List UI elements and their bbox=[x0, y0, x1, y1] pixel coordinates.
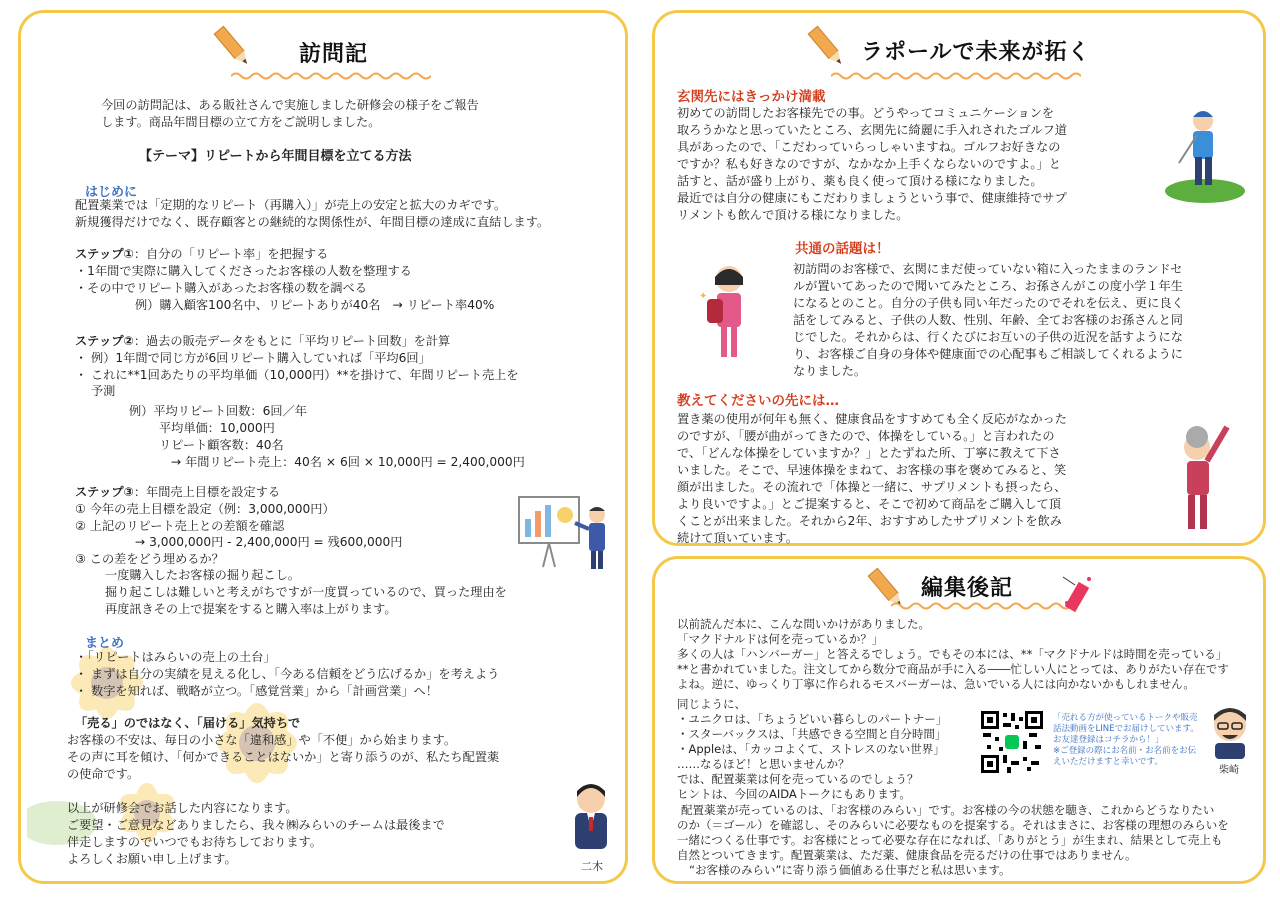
note-p1-line-2: 「マクドナルドは何を売っているか？」 bbox=[677, 632, 884, 646]
note-p2-line-3: ・スターバックスは、「共感できる空間と自分時間」 bbox=[677, 727, 947, 741]
visit-report-panel bbox=[18, 10, 628, 884]
sec1-line-1: 初めての訪問したお客様先での事。どうやってコミュニケーションを bbox=[677, 106, 1055, 120]
step1-title: ：自分の「リピート率」を把握する bbox=[133, 247, 329, 261]
note-p2-line-6: では、配置薬業は何を売っているのでしょう？ bbox=[677, 772, 919, 786]
hajime-line-2: 新規獲得だけでなく、既存顧客との継続的な関係性が、年間目標の達成に直結します。 bbox=[75, 215, 550, 229]
tanzaku-icon bbox=[1059, 573, 1095, 613]
step3-line-6: 掘り起こしは難しいと考えがちですが一度買っているので、買った理由を bbox=[105, 585, 507, 599]
title-underline bbox=[891, 601, 1071, 611]
sec2-line-1: 初訪問のお客様で、玄関にまだ使っていない箱に入ったままのランドセ bbox=[793, 262, 1183, 276]
step2-line-2: ・ これに**1回あたりの平均単価（10,000円）**を掛けて、年間リピート売上を bbox=[75, 368, 519, 382]
sec2-line-6: り、お客様ご自身の身体や健康面での心配事もご相談してくれるように bbox=[793, 347, 1183, 361]
step1-line-3: 例）購入顧客100名中、リピートありが40名 → リピート率40% bbox=[135, 298, 495, 312]
note-p3-line-4: 自然とついてきます。配置薬業は、ただ薬、健康食品を売るだけの仕事ではありません。 bbox=[677, 848, 1137, 862]
author-name: 二木 bbox=[581, 860, 603, 873]
step3-line-5: 一度購入したお客様の掘り起こし。 bbox=[105, 568, 300, 582]
step3-line-2: ② 上記のリピート売上との差額を確認 bbox=[75, 519, 285, 533]
section-heading-genkan: 玄関先にはきっかけ満載 bbox=[677, 89, 826, 105]
note-author-name: 柴崎 bbox=[1219, 765, 1239, 776]
sec3-line-1: 置き薬の使用が何年も無く、健康食品をすすめても全く反応がなかった bbox=[677, 412, 1067, 426]
sec1-line-6: 最近では自分の健康にもこだわりましょうという事で、健康維持でサプ bbox=[677, 191, 1067, 205]
section-heading-kyoutsuu: 共通の話題は！ bbox=[795, 241, 890, 257]
step2-line-3: 予測 bbox=[91, 384, 116, 398]
closing-line-4: よろしくお願い申し上げます。 bbox=[67, 852, 237, 866]
page-title: 訪問記 bbox=[299, 42, 369, 67]
sec1-line-2: 取ろうかなと思っていたところ、玄関先に綺麗に手入れされたゴルフ道 bbox=[677, 123, 1067, 137]
step1-line-2: ・その中でリピート購入があったお客様の数を調べる bbox=[75, 281, 367, 295]
todokeru-line-1: お客様の不安は、毎日の小さな「違和感」や「不便」から始まります。 bbox=[67, 733, 457, 747]
intro-line-2: します。商品年間目標の立て方をご説明しました。 bbox=[101, 115, 381, 129]
qr-note-line-1: 「売れる方が使っているトークや販売 bbox=[1053, 713, 1198, 723]
sec3-line-4: いました。そこで、早速体操をまねて、お客様の事を褒めてみると、笑 bbox=[677, 463, 1067, 477]
todokeru-heading: 「売る」のではなく、「届ける」気持ちで bbox=[75, 716, 301, 730]
qr-note-line-5: えいただけますと幸いです。 bbox=[1053, 757, 1163, 767]
schoolgirl-illustration bbox=[695, 259, 761, 363]
pencil-icon bbox=[211, 23, 255, 71]
qr-note-line-2: 話法動画をLINEでお届けしています。 bbox=[1053, 724, 1199, 734]
sec2-line-4: 話をしてみると、子供の人数、性別、年齢、全てお客様のお孫さんと同 bbox=[793, 313, 1183, 327]
section-heading-matome: まとめ bbox=[85, 636, 125, 651]
rapport-panel bbox=[652, 10, 1266, 546]
man-avatar bbox=[1205, 703, 1255, 759]
step3-title: ：年間売上目標を設定する bbox=[133, 485, 281, 499]
sec3-line-2: のですが、「腰が曲がってきたので、体操をしている。」と言われたの bbox=[677, 429, 1055, 443]
step1-label: ステップ① bbox=[75, 247, 134, 261]
closing-line-2: ご要望・ご意見などありましたら、我々㈱みらいのチームは最後まで bbox=[67, 818, 445, 832]
note-p2-line-2: ・ユニクロは、「ちょうどいい暮らしのパートナー」 bbox=[677, 712, 948, 726]
step2-line-7: → 年間リピート売上：40名 × 6回 × 10,000円 = 2,400,000円 bbox=[171, 455, 525, 469]
step3-line-7: 再度訊きその上で提案をすると購入率は上がります。 bbox=[105, 602, 397, 616]
note-p1-line-4: **と書かれていました。注文してから数分で商品が手に入る――忙しい人にとっては、ありがたい存在です bbox=[677, 662, 1229, 676]
step2-line-4: 例）平均リピート回数：6回／年 bbox=[129, 404, 307, 418]
panel-title: ラポールで未来が拓く bbox=[861, 40, 1091, 65]
section-heading-oshiete: 教えてくださいの先には… bbox=[677, 393, 839, 409]
exercising-woman-illustration bbox=[1161, 421, 1237, 533]
note-p2-line-5: ……なるほど！と思いませんか？ bbox=[677, 757, 850, 771]
matome-line-3: ・ 数字を知れば、戦略が立つ。「感覚営業」から「計画営業」へ！ bbox=[75, 684, 438, 698]
hajime-line-1: 配置薬業では「定期的なリピート（再購入）」が売上の安定と拡大のカギです。 bbox=[75, 198, 507, 212]
note-p2-line-1: 同じように、 bbox=[677, 697, 746, 711]
sec3-line-3: で、「どんな体操をしていますか？」とたずねた所、丁寧に教えて下さ bbox=[677, 446, 1061, 460]
note-p1-line-1: 以前読んだ本に、こんな問いかけがありました。 bbox=[677, 617, 930, 631]
step3-line-1: ① 今年の売上目標を設定（例：3,000,000円） bbox=[75, 502, 335, 516]
note-p1-line-5: よね。逆に、ゆっくり丁寧に作られるモスバーガーは、急いでいる人には向かないかもしれません。 bbox=[677, 677, 1195, 691]
note-p1-line-3: 多くの人は「ハンバーガー」と答えるでしょう。でもその本には、**「マクドナルドは時間を売っている」 bbox=[677, 647, 1228, 661]
editor-note-panel bbox=[652, 556, 1266, 884]
sec1-line-5: 話すと、話が盛り上がり、薬も良く使って頂ける様になりました。 bbox=[677, 174, 1043, 188]
matome-line-1: ・「リピートはみらいの売上の土台」 bbox=[75, 650, 276, 664]
sec2-line-3: になるとのこと。自分の子供も同い年だったのでそれを伝え、更に良く bbox=[793, 296, 1184, 310]
sec3-line-8: 続けて頂いています。 bbox=[677, 531, 798, 545]
step3-line-4: ③ この差をどう埋めるか？ bbox=[75, 552, 224, 566]
sec1-line-4: ですか？私も好きなのですが、なかなか上手くならないのですよ。」と bbox=[677, 157, 1061, 171]
note-p3-line-2: のか（＝ゴール）を確認し、そのみらいに必要なものを提案する。それはまさに、お客様の理想のみらいを bbox=[677, 818, 1229, 832]
qr-note-line-3: お友達登録はコチラから！」 bbox=[1053, 735, 1164, 745]
sec3-line-5: 顔が出ました。その流れで「体操と一緒に、サプリメントも摂ったら、 bbox=[677, 480, 1067, 494]
theme-heading: 【テーマ】リピートから年間目標を立てる方法 bbox=[139, 149, 412, 164]
step3-line-3: → 3,000,000円 - 2,400,000円 = 残600,000円 bbox=[135, 535, 403, 549]
sec2-line-7: なりました。 bbox=[793, 364, 867, 378]
author-avatar bbox=[569, 777, 613, 851]
step1-line-1: ・1年間で実際に購入してくださったお客様の人数を整理する bbox=[75, 264, 412, 278]
step2-title: ：過去の販売データをもとに「平均リピート回数」を計算 bbox=[133, 334, 451, 348]
matome-line-2: ・ まずは自分の実績を見える化し、「今ある信頼をどう広げるか」を考えよう bbox=[75, 667, 500, 681]
panel-title: 編集後記 bbox=[921, 576, 1014, 601]
sec1-line-7: リメントも飲んで頂ける様になりました。 bbox=[677, 208, 909, 222]
closing-line-3: 伴走しますのでいつでもお待ちしております。 bbox=[67, 835, 322, 849]
note-p2-line-7: ヒントは、今回のAIDAトークにもあります。 bbox=[677, 787, 911, 801]
sec1-line-3: 具があったので、「こだわっていらっしゃいますね。ゴルフお好きなの bbox=[677, 140, 1061, 154]
sec2-line-5: じでした。それからは、行くたびにお互いの子供の近況を話すようにな bbox=[793, 330, 1183, 344]
note-p3-line-1: 配置薬業が売っているのは、「お客様のみらい」です。お客様の今の状態を聴き、これからどうなりたい bbox=[681, 803, 1215, 817]
step2-label: ステップ② bbox=[75, 334, 134, 348]
pencil-icon bbox=[805, 23, 849, 71]
golfer-illustration bbox=[1163, 99, 1247, 203]
note-p3-line-3: 一緒につくる仕事です。お客様にとって必要な存在になれば、「ありがとう」が生まれ、結果として売上も bbox=[677, 833, 1223, 847]
step3-heading bbox=[75, 484, 280, 500]
step1-heading bbox=[75, 246, 328, 262]
note-p3-line-5: “お客様のみらい”に寄り添う価値ある仕事だと私は思います。 bbox=[689, 863, 1011, 877]
section-heading-hajime: はじめに bbox=[85, 185, 138, 200]
step2-heading bbox=[75, 333, 450, 349]
note-p2-line-4: ・Appleは、「カッコよくて、ストレスのない世界」 bbox=[677, 742, 945, 756]
qr-code[interactable] bbox=[979, 709, 1045, 775]
closing-line-1: 以上が研修会でお話した内容になります。 bbox=[67, 801, 298, 815]
step2-line-6: リピート顧客数：40名 bbox=[159, 438, 284, 452]
sec3-line-6: より良いですよ。」とご提案すると、そこで初めて商品をご購入して頂 bbox=[677, 497, 1061, 511]
step2-line-1: ・ 例）1年間で同じ方が6回リピート購入していれば「平均6回」 bbox=[75, 351, 431, 365]
todokeru-line-2: その声に耳を傾け、「何かできることはないか」と寄り添うのが、私たち配置薬 bbox=[67, 750, 500, 764]
step2-line-5: 平均単価：10,000円 bbox=[159, 421, 275, 435]
svg-text:✦: ✦ bbox=[699, 291, 708, 302]
title-underline bbox=[231, 71, 431, 81]
todokeru-line-3: の使命です。 bbox=[67, 767, 140, 781]
sec3-line-7: くことが出来ました。それから2年、おすすめしたサプリメントを飲み bbox=[677, 514, 1062, 528]
intro-line-1: 今回の訪問記は、ある販社さんで実施しました研修会の様子をご報告 bbox=[101, 98, 479, 112]
presenter-illustration bbox=[515, 493, 615, 571]
sec2-line-2: ルが置いてあったので聞いてみたところ、お孫さんがこの度小学１年生 bbox=[793, 279, 1183, 293]
step3-label: ステップ③ bbox=[75, 485, 134, 499]
title-underline bbox=[831, 71, 1081, 81]
qr-note-line-4: ※ご登録の際にお名前・お名前をお伝 bbox=[1053, 746, 1197, 756]
